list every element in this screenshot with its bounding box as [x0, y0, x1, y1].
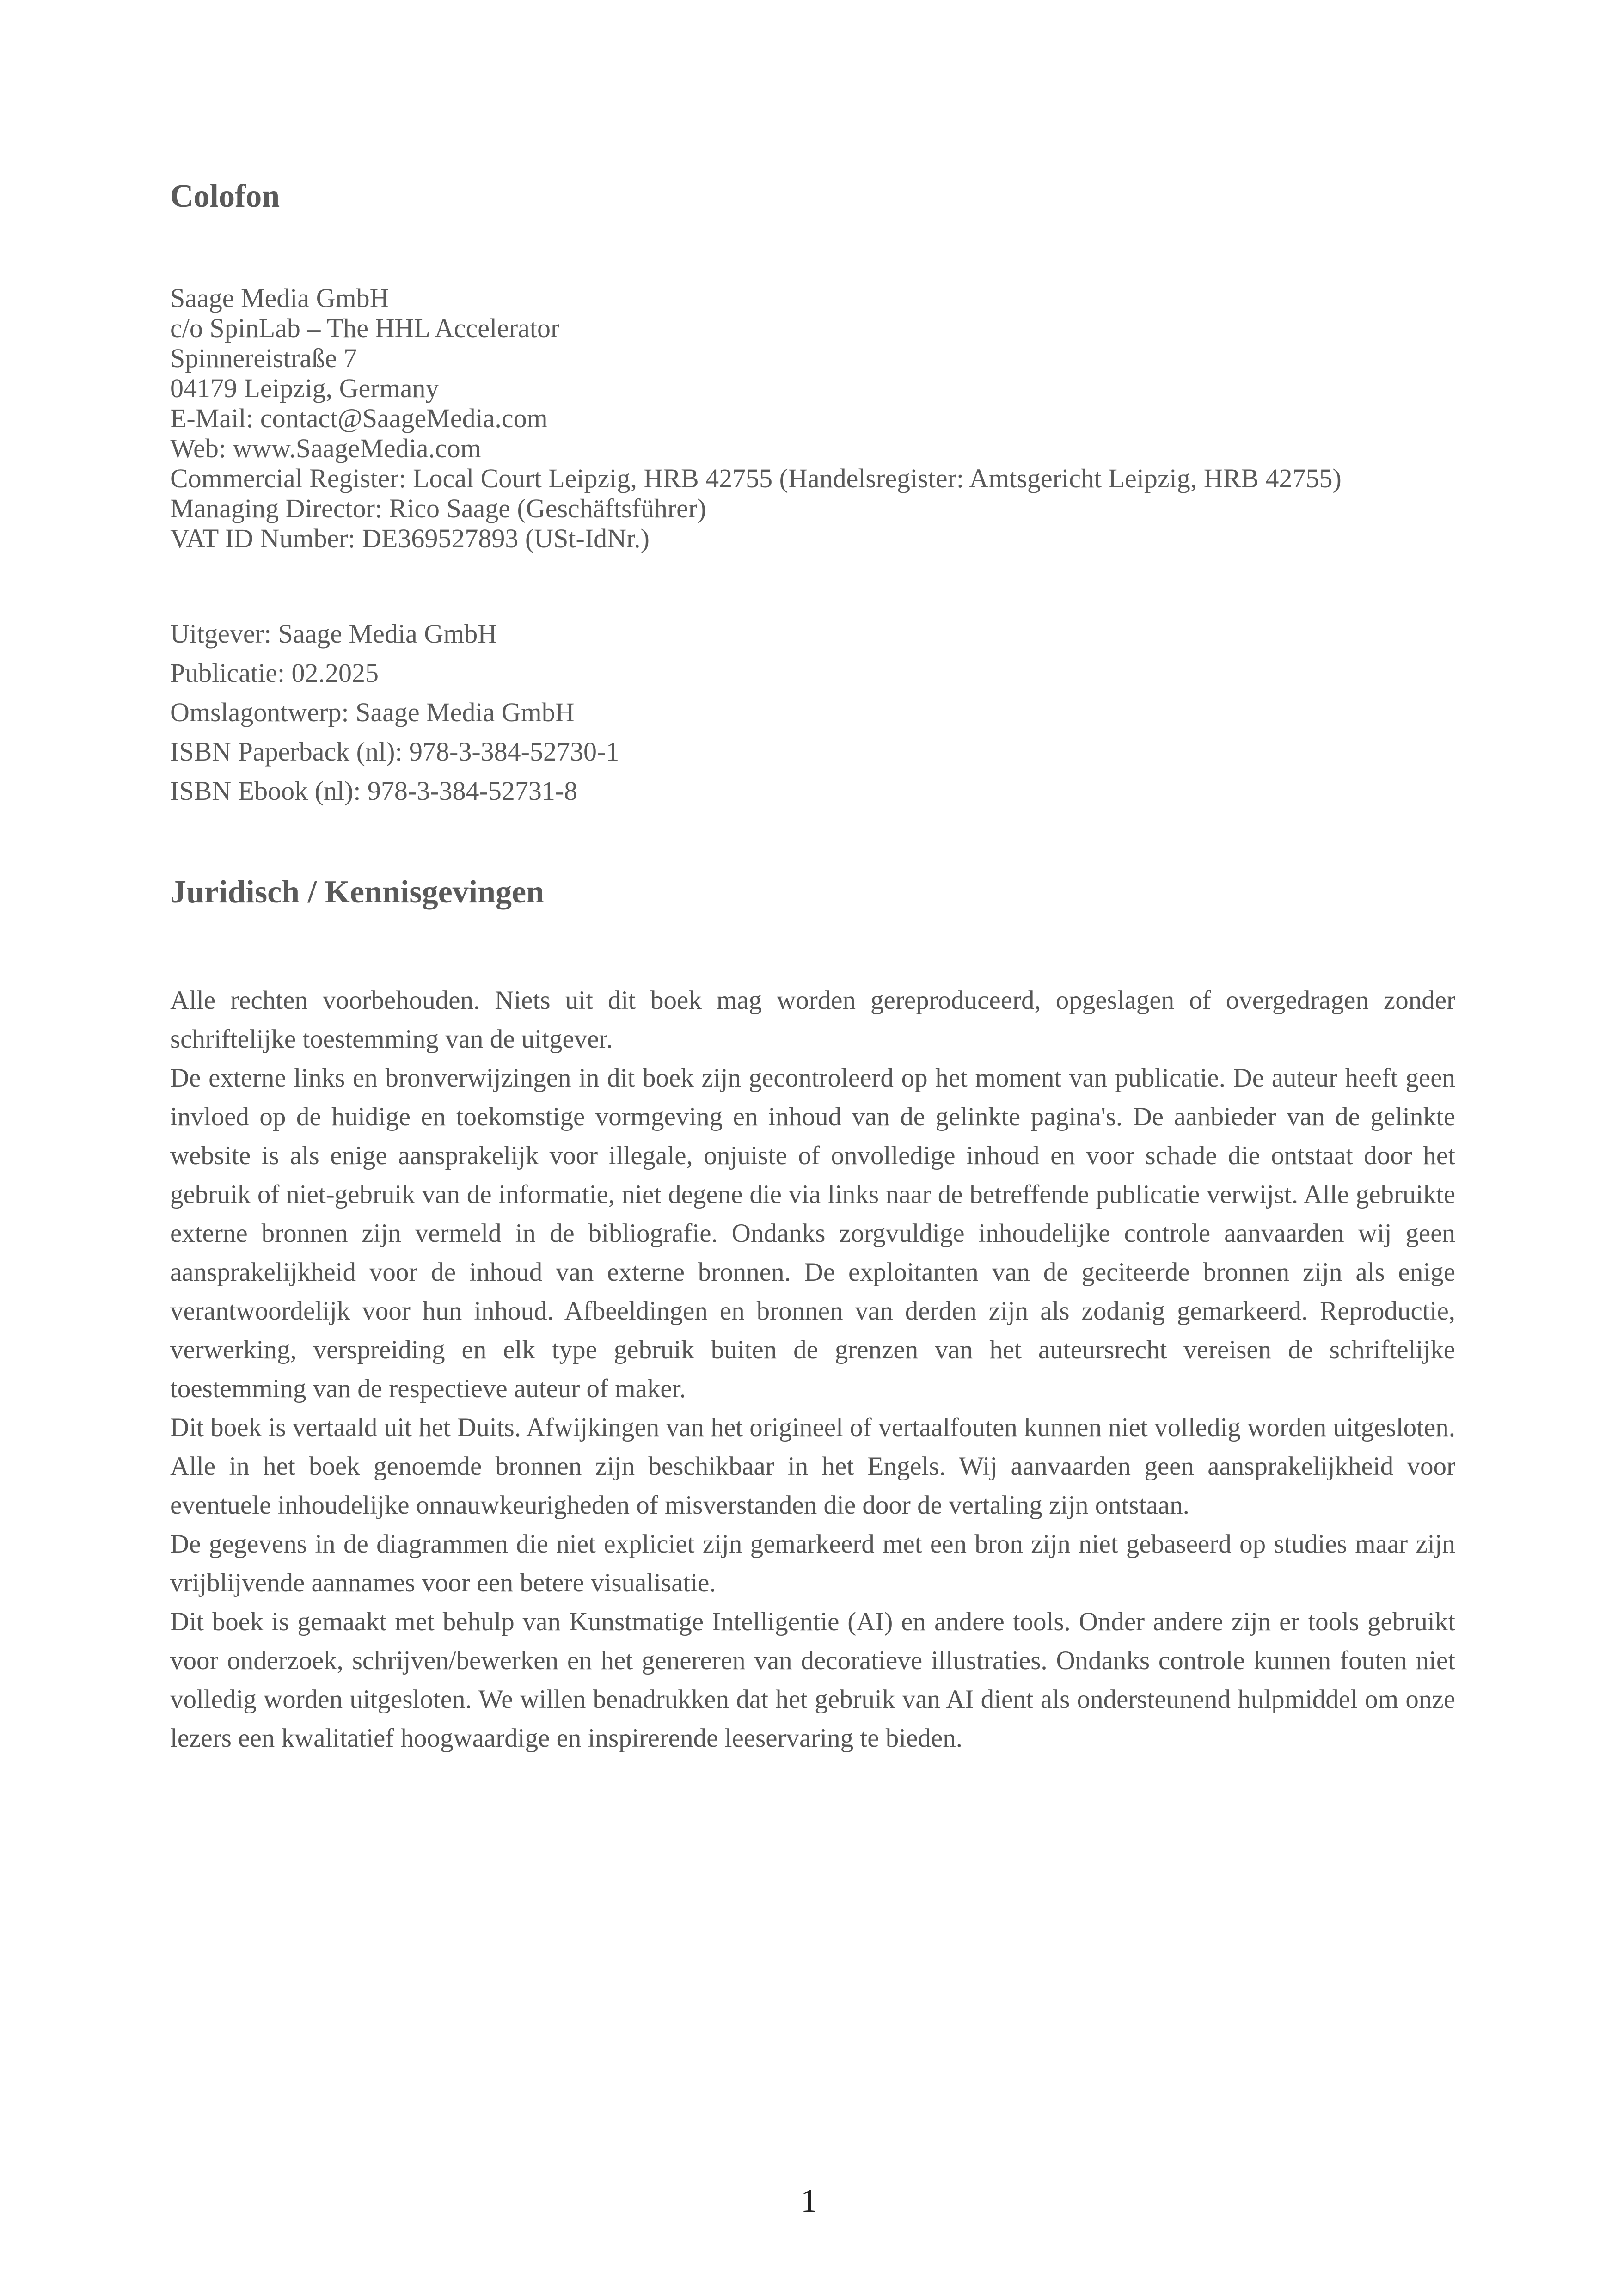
publication-date-line: Publicatie: 02.2025: [170, 658, 379, 688]
vat-id-line: VAT ID Number: DE369527893 (USt-IdNr.): [170, 523, 650, 553]
translation-paragraph: Dit boek is vertaald uit het Duits. Afwijkingen van het origineel of vertaalfouten kunnen niet volledig worden uitgesloten. Alle in het boek genoemde bronnen zijn beschikbaar in het Engels. Wij aanvaarden geen aansprakelijkheid voor eventuele inhoudelijke onnauwkeurigheden of misverstanden die door de vertaling zijn ontstaan.: [170, 1413, 1455, 1520]
address-line: Saage Media GmbH: [170, 283, 389, 313]
diagram-data-paragraph: De gegevens in de diagrammen die niet expliciet zijn gemarkeerd met een bron zijn niet gebaseerd op studies maar zijn vrijblijvende aannames voor een betere visualisatie.: [170, 1529, 1455, 1597]
email-line: E-Mail: contact@SaageMedia.com: [170, 403, 548, 433]
colofon-heading: Colofon: [170, 178, 280, 214]
isbn-ebook-line: ISBN Ebook (nl): 978-3-384-52731-8: [170, 776, 578, 806]
external-links-paragraph: De externe links en bronverwijzingen in dit boek zijn gecontroleerd op het moment van publicatie. De auteur heeft geen invloed op de huidige en toekomstige vormgeving en inhoud van de gelinkte pagina's. De aanbieder van de gelinkte website is als enige aansprakelijk voor illegale, onjuiste of onvolledige inhoud en voor schade die ontstaat door het gebruik of niet-gebruik van de informatie, niet degene die via links naar de betreffende publicatie verwijst. Alle gebruikte externe bronnen zijn vermeld in de bibliografie. Ondanks zorgvuldige inhoudelijke controle aanvaarden wij geen aansprakelijkheid voor de inhoud van externe bronnen. De exploitanten van de geciteerde bronnen zijn als enige verantwoordelijk voor hun inhoud. Afbeeldingen en bronnen van derden zijn als zodanig gemarkeerd. Reproductie, verwerking, verspreiding en elk type gebruik buiten de grenzen van het auteursrecht vereisen de schriftelijke toestemming van de respectieve auteur of maker.: [170, 1063, 1455, 1403]
cover-design-line: Omslagontwerp: Saage Media GmbH: [170, 697, 575, 727]
managing-director-line: Managing Director: Rico Saage (Geschäftsführer): [170, 493, 706, 523]
commercial-register-line: Commercial Register: Local Court Leipzig, HRB 42755 (Handelsregister: Amtsgericht Leipzig, HRB 42755): [170, 463, 1342, 493]
legal-heading: Juridisch / Kennisgevingen: [170, 874, 545, 910]
ai-usage-paragraph: Dit boek is gemaakt met behulp van Kunstmatige Intelligentie (AI) en andere tools. Onder andere zijn er tools gebruikt voor onderzoek, schrijven/bewerken en het genereren van decoratieve illustraties. Ondanks controle kunnen fouten niet volledig worden uitgesloten. We willen benadrukken dat het gebruik van AI dient als ondersteunend hulpmiddel om onze lezers een kwalitatief hoogwaardige en inspirerende leeservaring te bieden.: [170, 1607, 1455, 1753]
publisher-address-block: [170, 283, 1455, 553]
address-line: c/o SpinLab – The HHL Accelerator: [170, 313, 560, 343]
web-line: Web: www.SaageMedia.com: [170, 433, 481, 463]
isbn-paperback-line: ISBN Paperback (nl): 978-3-384-52730-1: [170, 737, 619, 767]
address-line: Spinnereistraße 7: [170, 343, 357, 373]
publisher-line: Uitgever: Saage Media GmbH: [170, 619, 497, 649]
rights-paragraph: Alle rechten voorbehouden. Niets uit dit boek mag worden gereproduceerd, opgeslagen of overgedragen zonder schriftelijke toestemming van de uitgever.: [170, 986, 1455, 1054]
publication-details: [170, 614, 1455, 810]
address-line: 04179 Leipzig, Germany: [170, 373, 439, 403]
page-number: 1: [801, 2182, 817, 2219]
legal-notices-body: [170, 981, 1455, 1758]
